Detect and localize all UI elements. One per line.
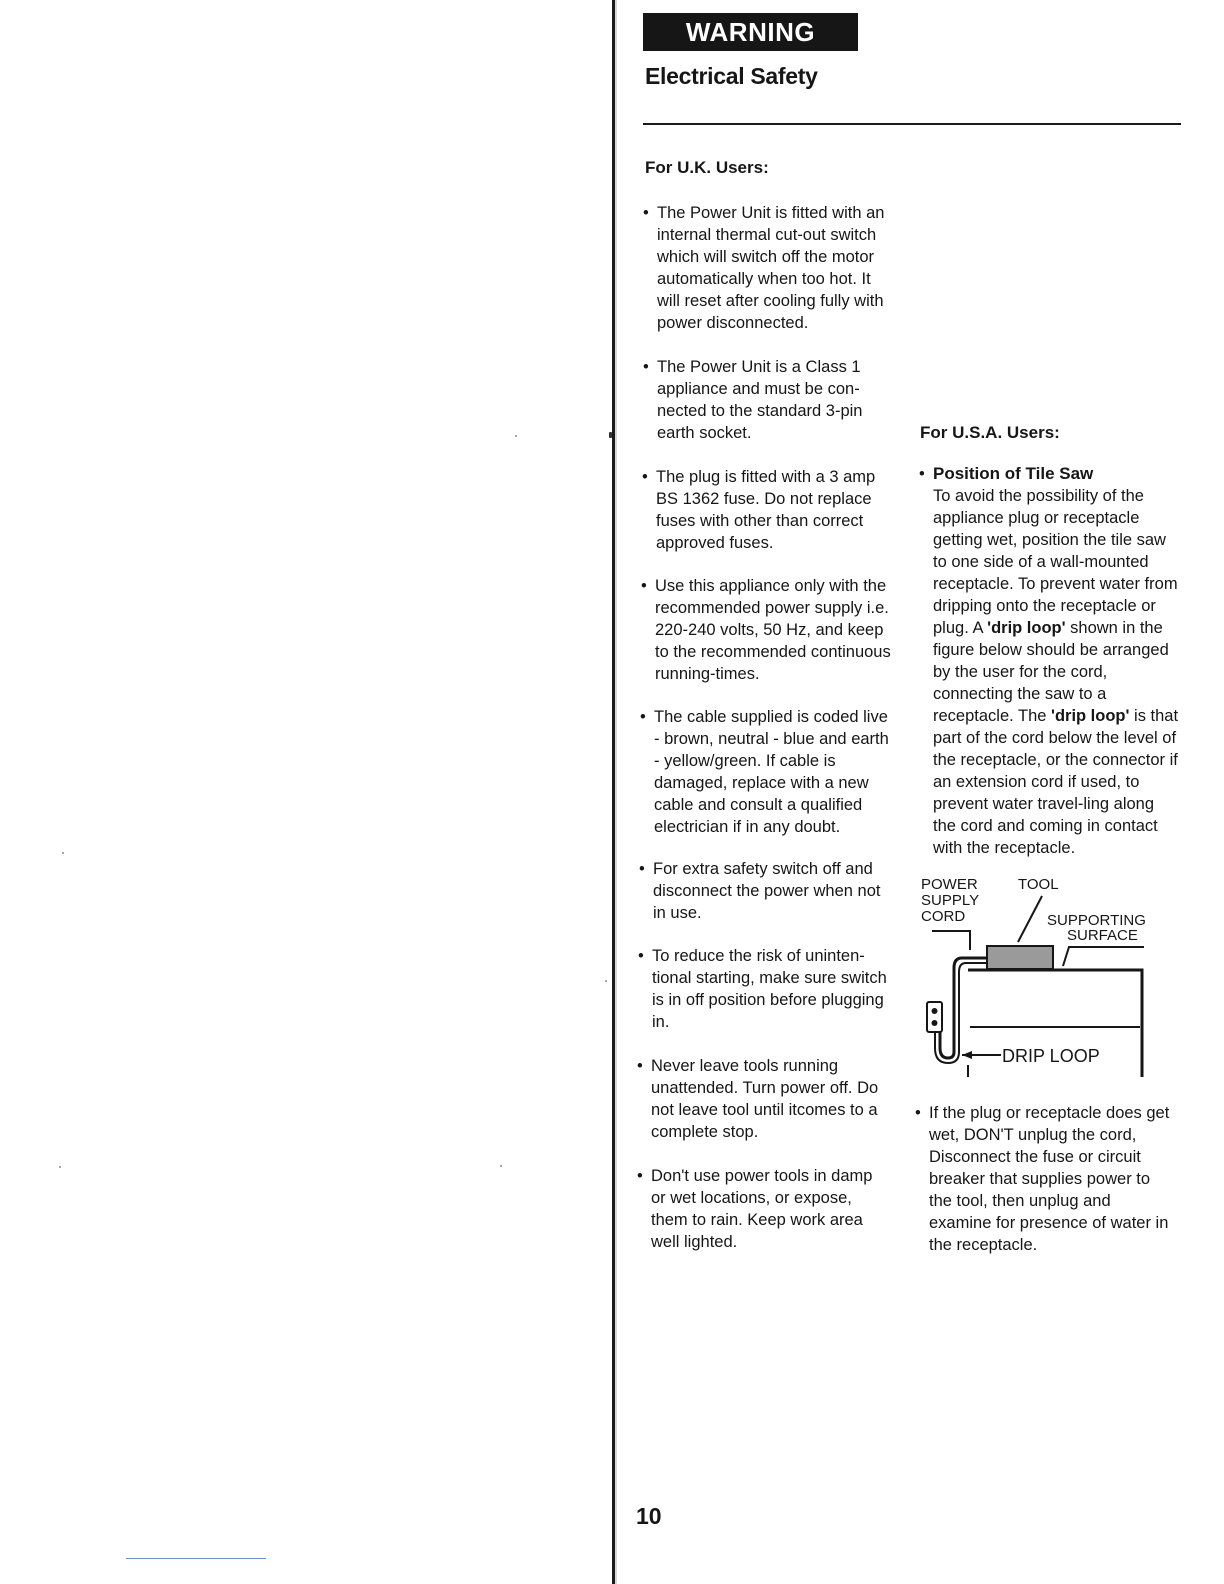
bullet: • bbox=[915, 1104, 921, 1122]
uk-item-9 bbox=[637, 1165, 887, 1253]
uk-item-6 bbox=[639, 858, 889, 924]
power-cord bbox=[940, 958, 987, 1058]
scan-speck bbox=[500, 1165, 502, 1167]
uk-item-5 bbox=[640, 706, 890, 838]
surface-pointer-line bbox=[1063, 947, 1144, 966]
page-number: 10 bbox=[636, 1503, 662, 1529]
outlet-socket bbox=[932, 1020, 938, 1026]
usa-item-2 bbox=[915, 1102, 1177, 1256]
label-tool: TOOL bbox=[1018, 876, 1059, 893]
drip-loop-figure bbox=[918, 872, 1180, 1082]
arrow-head-icon bbox=[962, 1051, 972, 1059]
uk-item-text: Use this appliance only with the recommended power supply i.e. 220-240 volts, 50 Hz, and keep to the recommended continuous running-times. bbox=[655, 577, 891, 683]
scan-speck bbox=[605, 980, 607, 982]
uk-item-7 bbox=[638, 945, 888, 1033]
bullet: • bbox=[919, 465, 925, 483]
usa-item-text: is that part of the cord below the level of the receptacle, or the connector if an extension cord if used, to prevent water travel-ling along the cord and coming in contact with the receptacle. bbox=[933, 707, 1179, 857]
usa-item-title: Position of Tile Saw bbox=[933, 464, 1094, 483]
scan-speck bbox=[62, 852, 64, 854]
drip-loop-diagram bbox=[918, 872, 1180, 1082]
drip-loop-term: 'drip loop' bbox=[987, 619, 1066, 637]
uk-item-4 bbox=[641, 575, 891, 685]
bullet: • bbox=[643, 204, 649, 222]
footer-rule bbox=[126, 1558, 266, 1559]
bullet: • bbox=[638, 947, 644, 965]
bullet: • bbox=[641, 577, 647, 595]
label-power: POWER bbox=[921, 876, 978, 893]
tool-pointer-line bbox=[1018, 896, 1042, 942]
tool-block bbox=[987, 946, 1053, 969]
page-title: Electrical Safety bbox=[645, 63, 818, 89]
label-cord: CORD bbox=[921, 908, 966, 925]
label-supply: SUPPLY bbox=[921, 892, 980, 909]
bullet: • bbox=[637, 1167, 643, 1185]
scan-speck bbox=[609, 432, 612, 438]
bullet: • bbox=[640, 708, 646, 726]
uk-item-3 bbox=[642, 466, 892, 554]
usa-item-text: shown in the figure below should be arranged by the user for the cord, connecting the saw to a receptacle. The bbox=[933, 619, 1169, 725]
usa-item-body bbox=[933, 485, 1179, 859]
scan-speck bbox=[515, 435, 517, 437]
usa-item-text: If the plug or receptacle does get wet, DON'T unplug the cord, Disconnect the fuse or circuit breaker that supplies power to the tool, then unplug and examine for presence of water in the receptacle. bbox=[929, 1104, 1170, 1254]
uk-item-text: Don't use power tools in damp or wet locations, or expose, them to rain. Keep work area well lighted. bbox=[651, 1167, 873, 1251]
title-divider bbox=[643, 123, 1181, 125]
usa-item-text: To avoid the possibility of the appliance plug or receptacle getting wet, position the tile saw to one side of a wall-mounted receptacle. To prevent water from dripping onto the receptacle or plug. A bbox=[933, 487, 1178, 637]
usa-item-1 bbox=[919, 463, 1179, 859]
bullet: • bbox=[643, 358, 649, 376]
scan-speck bbox=[59, 1166, 61, 1168]
uk-item-1 bbox=[643, 202, 893, 334]
uk-item-text: The Power Unit is fitted with an internal thermal cut-out switch which will switch off the motor automatically when too hot. It will reset after cooling fully with power disconnected. bbox=[657, 204, 885, 332]
outlet-socket bbox=[932, 1008, 938, 1014]
uk-item-2 bbox=[643, 356, 893, 444]
label-drip-loop: DRIP LOOP bbox=[1002, 1046, 1100, 1066]
uk-heading: For U.K. Users: bbox=[645, 158, 769, 177]
drip-loop-term: 'drip loop' bbox=[1051, 707, 1130, 725]
bullet: • bbox=[642, 468, 648, 486]
uk-item-text: The plug is fitted with a 3 amp BS 1362 fuse. Do not replace fuses with other than correct approved fuses. bbox=[656, 468, 876, 552]
uk-item-text: To reduce the risk of uninten-tional starting, make sure switch is in off position before plugging in. bbox=[652, 947, 887, 1031]
bullet: • bbox=[637, 1057, 643, 1075]
wall-receptacle-icon bbox=[927, 1002, 942, 1032]
label-supporting: SUPPORTING bbox=[1047, 912, 1146, 929]
warning-banner: WARNING bbox=[643, 13, 858, 51]
uk-item-text: The cable supplied is coded live - brown, neutral - blue and earth - yellow/green. If cable is damaged, replace with a new cable and consult a qualified electrician if in any doubt. bbox=[654, 708, 889, 836]
bullet: • bbox=[639, 860, 645, 878]
page-spine-shadow bbox=[615, 0, 617, 1584]
uk-item-text: For extra safety switch off and disconnect the power when not in use. bbox=[653, 860, 881, 922]
uk-item-text: The Power Unit is a Class 1 appliance and must be con-nected to the standard 3-pin earth socket. bbox=[657, 358, 863, 442]
uk-item-text: Never leave tools running unattended. Turn power off. Do not leave tool until itcomes to a complete stop. bbox=[651, 1057, 879, 1141]
uk-item-8 bbox=[637, 1055, 887, 1143]
usa-heading: For U.S.A. Users: bbox=[920, 423, 1060, 442]
cord-pointer-line bbox=[932, 931, 970, 950]
label-surface: SURFACE bbox=[1067, 927, 1138, 944]
